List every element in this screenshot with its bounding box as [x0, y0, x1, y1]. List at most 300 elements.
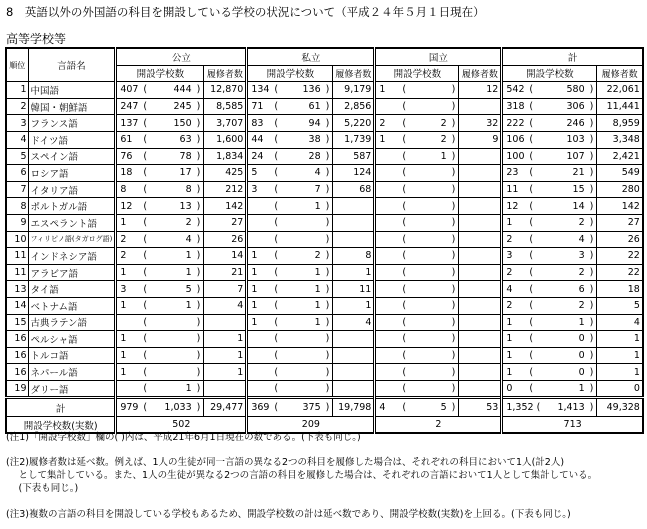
public-students-cell: 7: [204, 281, 247, 298]
national-schools-cell: [375, 198, 459, 215]
private-schools-cell: [247, 314, 333, 331]
previous-count: 107: [566, 150, 585, 162]
table-row: [6, 181, 643, 198]
current-count: 18: [120, 167, 133, 179]
public-students-cell: 425: [204, 165, 247, 182]
public-students-cell: 1: [204, 347, 247, 364]
public-students-cell: 14: [204, 248, 247, 265]
open-paren: (: [274, 184, 279, 196]
current-count: 1: [120, 267, 127, 279]
current-count: 979: [120, 402, 139, 414]
schools-cell-content: [379, 267, 455, 278]
schools-cell-content: [251, 84, 329, 95]
previous-count: 245: [173, 101, 192, 113]
schools-cell-content: [251, 101, 329, 112]
private-students-cell: [333, 380, 375, 398]
close-paren: ): [196, 200, 201, 212]
private-schools-cell: [247, 331, 333, 348]
open-paren: (: [143, 167, 148, 179]
schools-cell-content: [120, 350, 200, 361]
schools-cell-content: [379, 234, 455, 245]
open-paren: (: [402, 184, 407, 196]
close-paren: ): [325, 349, 330, 361]
close-paren: ): [196, 150, 201, 162]
national-schools-cell: [375, 165, 459, 182]
previous-count: 4: [578, 233, 585, 245]
previous-count: 5: [185, 283, 192, 295]
schools-cell-content: [379, 284, 455, 295]
previous-count: 246: [566, 117, 585, 129]
public-students-cell: 3,707: [204, 115, 247, 132]
national-schools-cell: [375, 82, 459, 99]
open-paren: (: [143, 349, 148, 361]
note-3: (注3)複数の言語の科目を開設している学校もあるため、開設学校数の計は延べ数であり、開設学校数(実数)を上回る。(下表も同じ。): [6, 509, 571, 520]
public-schools-cell: [116, 380, 204, 398]
schools-cell-content: [379, 217, 455, 228]
current-count: 222: [506, 117, 525, 129]
public-students-cell: 8,585: [204, 98, 247, 115]
open-paren: (: [529, 167, 534, 179]
schools-cell-content: [251, 201, 329, 212]
previous-count: 21: [572, 167, 585, 179]
open-paren: (: [402, 316, 407, 328]
close-paren: ): [451, 267, 456, 279]
previous-count: 15: [572, 184, 585, 196]
open-paren: (: [274, 167, 279, 179]
schools-cell-content: [120, 333, 200, 344]
national-schools-cell: [375, 314, 459, 331]
language-name-cell: タイ語: [28, 281, 116, 298]
open-paren: (: [402, 383, 407, 395]
schools-cell-content: [120, 217, 200, 228]
rank-cell: 1: [6, 82, 28, 99]
rank-cell: 10: [6, 231, 28, 248]
close-paren: ): [451, 150, 456, 162]
close-paren: ): [451, 84, 456, 96]
national-students-cell: [459, 248, 502, 265]
schools-cell-content: [120, 317, 200, 328]
private-schools-cell: [247, 347, 333, 364]
close-paren: ): [451, 233, 456, 245]
national-schools-cell: [375, 115, 459, 132]
total-label: 計: [6, 398, 116, 417]
open-paren: (: [143, 150, 148, 162]
header-public-schools: 開設学校数: [116, 65, 204, 82]
total-schools-cell: [502, 115, 597, 132]
schools-cell-content: [379, 167, 455, 178]
open-paren: (: [402, 200, 407, 212]
total-schools-cell: [502, 314, 597, 331]
total-schools-cell: [502, 380, 597, 398]
language-name-cell: ポルトガル語: [28, 198, 116, 215]
current-count: 1,352: [506, 402, 534, 414]
previous-count: 38: [308, 134, 321, 146]
close-paren: ): [325, 283, 330, 295]
table-row: [6, 214, 643, 231]
schools-cell-content: [506, 402, 593, 413]
private-students-cell: 1: [333, 264, 375, 281]
schools-cell-content: [251, 383, 329, 394]
total-students-cell: 142: [597, 198, 643, 215]
total-students-cell: 2,421: [597, 148, 643, 165]
total-schools-cell: [502, 82, 597, 99]
schools-cell-content: [251, 118, 329, 129]
total-schools-cell: [502, 98, 597, 115]
rank-cell: 5: [6, 148, 28, 165]
total-students-cell: 5: [597, 297, 643, 314]
private-students-cell: [333, 331, 375, 348]
open-paren: (: [274, 84, 279, 96]
current-count: 3: [120, 283, 127, 295]
total-schools-cell: [502, 231, 597, 248]
open-paren: (: [402, 333, 407, 345]
private-students-cell: 8: [333, 248, 375, 265]
close-paren: ): [589, 250, 594, 262]
close-paren: ): [325, 233, 330, 245]
total-schools-cell: [502, 331, 597, 348]
previous-count: 2: [440, 134, 447, 146]
previous-count: 1: [185, 300, 192, 312]
current-count: 2: [506, 300, 513, 312]
open-paren: (: [274, 150, 279, 162]
previous-count: 4: [185, 233, 192, 245]
total-students-cell: 1: [597, 347, 643, 364]
previous-count: 14: [572, 200, 585, 212]
current-count: 12: [506, 200, 519, 212]
public-students-cell: 12,870: [204, 82, 247, 99]
public-students-cell: [204, 314, 247, 331]
public-schools-cell: [116, 347, 204, 364]
rank-cell: 19: [6, 380, 28, 398]
schools-cell-content: [251, 134, 329, 145]
table-row: [6, 347, 643, 364]
close-paren: ): [451, 349, 456, 361]
close-paren: ): [589, 349, 594, 361]
national-schools-cell: [375, 398, 459, 417]
public-students-cell: 212: [204, 181, 247, 198]
close-paren: ): [196, 316, 201, 328]
private-schools-cell: [247, 115, 333, 132]
close-paren: ): [589, 217, 594, 229]
schools-cell-content: [120, 300, 200, 311]
previous-count: 2: [578, 300, 585, 312]
header-private-students: 履修者数: [333, 65, 375, 82]
close-paren: ): [589, 383, 594, 395]
open-paren: (: [143, 233, 148, 245]
open-paren: (: [143, 101, 148, 113]
schools-cell-content: [251, 317, 329, 328]
private-students-cell: 68: [333, 181, 375, 198]
close-paren: ): [451, 283, 456, 295]
current-count: 1: [120, 333, 127, 345]
total-students-cell: 11,441: [597, 98, 643, 115]
national-students-cell: [459, 347, 502, 364]
rank-cell: 13: [6, 281, 28, 298]
close-paren: ): [589, 184, 594, 196]
national-schools-cell: [375, 248, 459, 265]
national-students-cell: [459, 214, 502, 231]
previous-count: 2: [578, 267, 585, 279]
total-real-count: 713: [502, 417, 643, 434]
national-schools-cell: [375, 181, 459, 198]
table-row: [6, 231, 643, 248]
current-count: 247: [120, 101, 139, 113]
public-schools-cell: [116, 264, 204, 281]
open-paren: (: [402, 250, 407, 262]
open-paren: (: [529, 283, 534, 295]
close-paren: ): [589, 233, 594, 245]
schools-cell-content: [506, 250, 593, 261]
current-count: 2: [506, 267, 513, 279]
national-schools-cell: [375, 214, 459, 231]
total-students-cell: 280: [597, 181, 643, 198]
private-schools-cell: [247, 380, 333, 398]
current-count: 12: [120, 200, 133, 212]
previous-count: 1: [578, 316, 585, 328]
close-paren: ): [451, 383, 456, 395]
current-count: 2: [506, 233, 513, 245]
previous-count: 1: [185, 250, 192, 262]
current-count: 2: [120, 250, 127, 262]
close-paren: ): [589, 84, 594, 96]
close-paren: ): [451, 402, 456, 414]
schools-cell-content: [120, 184, 200, 195]
public-students-cell: 4: [204, 297, 247, 314]
language-name-cell: ドイツ語: [28, 131, 116, 148]
language-name-cell: イタリア語: [28, 181, 116, 198]
total-schools-cell: [502, 131, 597, 148]
current-count: 76: [120, 150, 133, 162]
national-students-cell: [459, 264, 502, 281]
open-paren: (: [402, 366, 407, 378]
schools-cell-content: [120, 101, 200, 112]
current-count: 11: [506, 184, 519, 196]
header-rank: 順位: [6, 48, 28, 82]
language-name-cell: ダリー語: [28, 380, 116, 398]
schools-cell-content: [251, 367, 329, 378]
schools-cell-content: [379, 350, 455, 361]
close-paren: ): [451, 167, 456, 179]
rank-cell: 7: [6, 181, 28, 198]
current-count: 100: [506, 150, 525, 162]
open-paren: (: [402, 402, 407, 414]
open-paren: (: [143, 217, 148, 229]
current-count: 1: [506, 366, 513, 378]
public-schools-cell: [116, 248, 204, 265]
close-paren: ): [325, 316, 330, 328]
open-paren: (: [529, 349, 534, 361]
header-language: 言語名: [28, 48, 116, 82]
private-schools-cell: [247, 198, 333, 215]
total-students-cell: 0: [597, 380, 643, 398]
private-schools-cell: [247, 231, 333, 248]
rank-cell: 2: [6, 98, 28, 115]
previous-count: 78: [179, 150, 192, 162]
open-paren: (: [529, 84, 534, 96]
total-schools-cell: [502, 198, 597, 215]
open-paren: (: [529, 217, 534, 229]
open-paren: (: [402, 300, 407, 312]
schools-cell-content: [506, 84, 593, 95]
previous-count: 136: [302, 84, 321, 96]
close-paren: ): [451, 333, 456, 345]
header-national: 国立: [375, 48, 502, 65]
schools-cell-content: [120, 134, 200, 145]
close-paren: ): [451, 217, 456, 229]
current-count: 318: [506, 101, 525, 113]
public-schools-cell: [116, 231, 204, 248]
schools-cell-content: [120, 250, 200, 261]
close-paren: ): [589, 117, 594, 129]
public-students-cell: 1: [204, 331, 247, 348]
current-count: 3: [506, 250, 513, 262]
open-paren: (: [274, 366, 279, 378]
previous-count: 306: [566, 101, 585, 113]
national-schools-cell: [375, 98, 459, 115]
close-paren: ): [325, 333, 330, 345]
open-paren: (: [143, 250, 148, 262]
close-paren: ): [196, 101, 201, 113]
public-schools-cell: [116, 314, 204, 331]
schools-cell-content: [506, 184, 593, 195]
close-paren: ): [196, 250, 201, 262]
close-paren: ): [589, 283, 594, 295]
total-schools-cell: [502, 297, 597, 314]
open-paren: (: [529, 267, 534, 279]
previous-count: 580: [566, 84, 585, 96]
table-row: [6, 115, 643, 132]
public-students-total: 29,477: [204, 398, 247, 417]
total-schools-cell: [502, 248, 597, 265]
close-paren: ): [589, 316, 594, 328]
close-paren: ): [451, 250, 456, 262]
private-real-count: 209: [247, 417, 375, 434]
total-row: [6, 398, 643, 417]
previous-count: 1,413: [557, 402, 585, 414]
rank-cell: 15: [6, 314, 28, 331]
close-paren: ): [325, 366, 330, 378]
schools-cell-content: [506, 151, 593, 162]
schools-cell-content: [379, 402, 455, 413]
open-paren: (: [529, 366, 534, 378]
public-schools-cell: [116, 115, 204, 132]
open-paren: (: [529, 383, 534, 395]
public-students-cell: 142: [204, 198, 247, 215]
close-paren: ): [196, 84, 201, 96]
close-paren: ): [325, 300, 330, 312]
total-schools-cell: [502, 181, 597, 198]
private-students-cell: [333, 364, 375, 381]
previous-count: 2: [314, 250, 321, 262]
schools-cell-content: [120, 367, 200, 378]
previous-count: 28: [308, 150, 321, 162]
close-paren: ): [196, 402, 201, 414]
current-count: 5: [251, 167, 258, 179]
public-students-cell: [204, 380, 247, 398]
open-paren: (: [143, 283, 148, 295]
current-count: 1: [506, 316, 513, 328]
close-paren: ): [589, 300, 594, 312]
open-paren: (: [274, 134, 279, 146]
close-paren: ): [196, 283, 201, 295]
open-paren: (: [529, 117, 534, 129]
previous-count: 4: [314, 167, 321, 179]
national-real-count: 2: [375, 417, 502, 434]
private-students-cell: 587: [333, 148, 375, 165]
open-paren: (: [143, 333, 148, 345]
current-count: 1: [251, 250, 258, 262]
total-schools-cell: [502, 347, 597, 364]
public-schools-cell: [116, 331, 204, 348]
current-count: 1: [251, 267, 258, 279]
schools-cell-content: [251, 167, 329, 178]
rank-cell: 14: [6, 297, 28, 314]
table-row: [6, 98, 643, 115]
close-paren: ): [325, 402, 330, 414]
previous-count: 444: [173, 84, 192, 96]
public-students-cell: 26: [204, 231, 247, 248]
open-paren: (: [402, 267, 407, 279]
national-students-cell: [459, 364, 502, 381]
private-students-cell: [333, 198, 375, 215]
open-paren: (: [529, 150, 534, 162]
total-schools-cell: [502, 364, 597, 381]
national-students-cell: 32: [459, 115, 502, 132]
previous-count: 2: [185, 217, 192, 229]
public-students-cell: 1,834: [204, 148, 247, 165]
national-schools-cell: [375, 281, 459, 298]
language-name-cell: エスペラント語: [28, 214, 116, 231]
note-2-line-1: (注2)履修者数は延べ数。例えば、1人の生徒が同一言語の異なる2つの科目を履修した場合は、それぞれの科目において1人(計2人): [6, 457, 565, 468]
open-paren: (: [143, 300, 148, 312]
private-schools-cell: [247, 248, 333, 265]
private-students-cell: 5,220: [333, 115, 375, 132]
table-row: [6, 364, 643, 381]
open-paren: (: [274, 333, 279, 345]
rank-cell: 9: [6, 214, 28, 231]
total-students-cell: 549: [597, 165, 643, 182]
close-paren: ): [589, 167, 594, 179]
national-schools-cell: [375, 297, 459, 314]
open-paren: (: [274, 283, 279, 295]
schools-cell-content: [379, 383, 455, 394]
open-paren: (: [143, 184, 148, 196]
schools-cell-content: [251, 350, 329, 361]
open-paren: (: [529, 134, 534, 146]
schools-cell-content: [506, 317, 593, 328]
close-paren: ): [451, 134, 456, 146]
previous-count: 1: [314, 300, 321, 312]
schools-cell-content: [251, 333, 329, 344]
open-paren: (: [402, 233, 407, 245]
total-schools-cell: [502, 165, 597, 182]
close-paren: ): [196, 267, 201, 279]
current-count: 24: [251, 150, 264, 162]
private-schools-cell: [247, 398, 333, 417]
private-students-cell: 1,739: [333, 131, 375, 148]
rank-cell: 3: [6, 115, 28, 132]
previous-count: 1: [314, 267, 321, 279]
language-name-cell: スペイン語: [28, 148, 116, 165]
rank-cell: 16: [6, 364, 28, 381]
private-students-cell: [333, 214, 375, 231]
total-students-total: 49,328: [597, 398, 643, 417]
table-row: [6, 148, 643, 165]
national-students-cell: [459, 148, 502, 165]
open-paren: (: [274, 316, 279, 328]
private-students-cell: 9,179: [333, 82, 375, 99]
schools-cell-content: [379, 184, 455, 195]
